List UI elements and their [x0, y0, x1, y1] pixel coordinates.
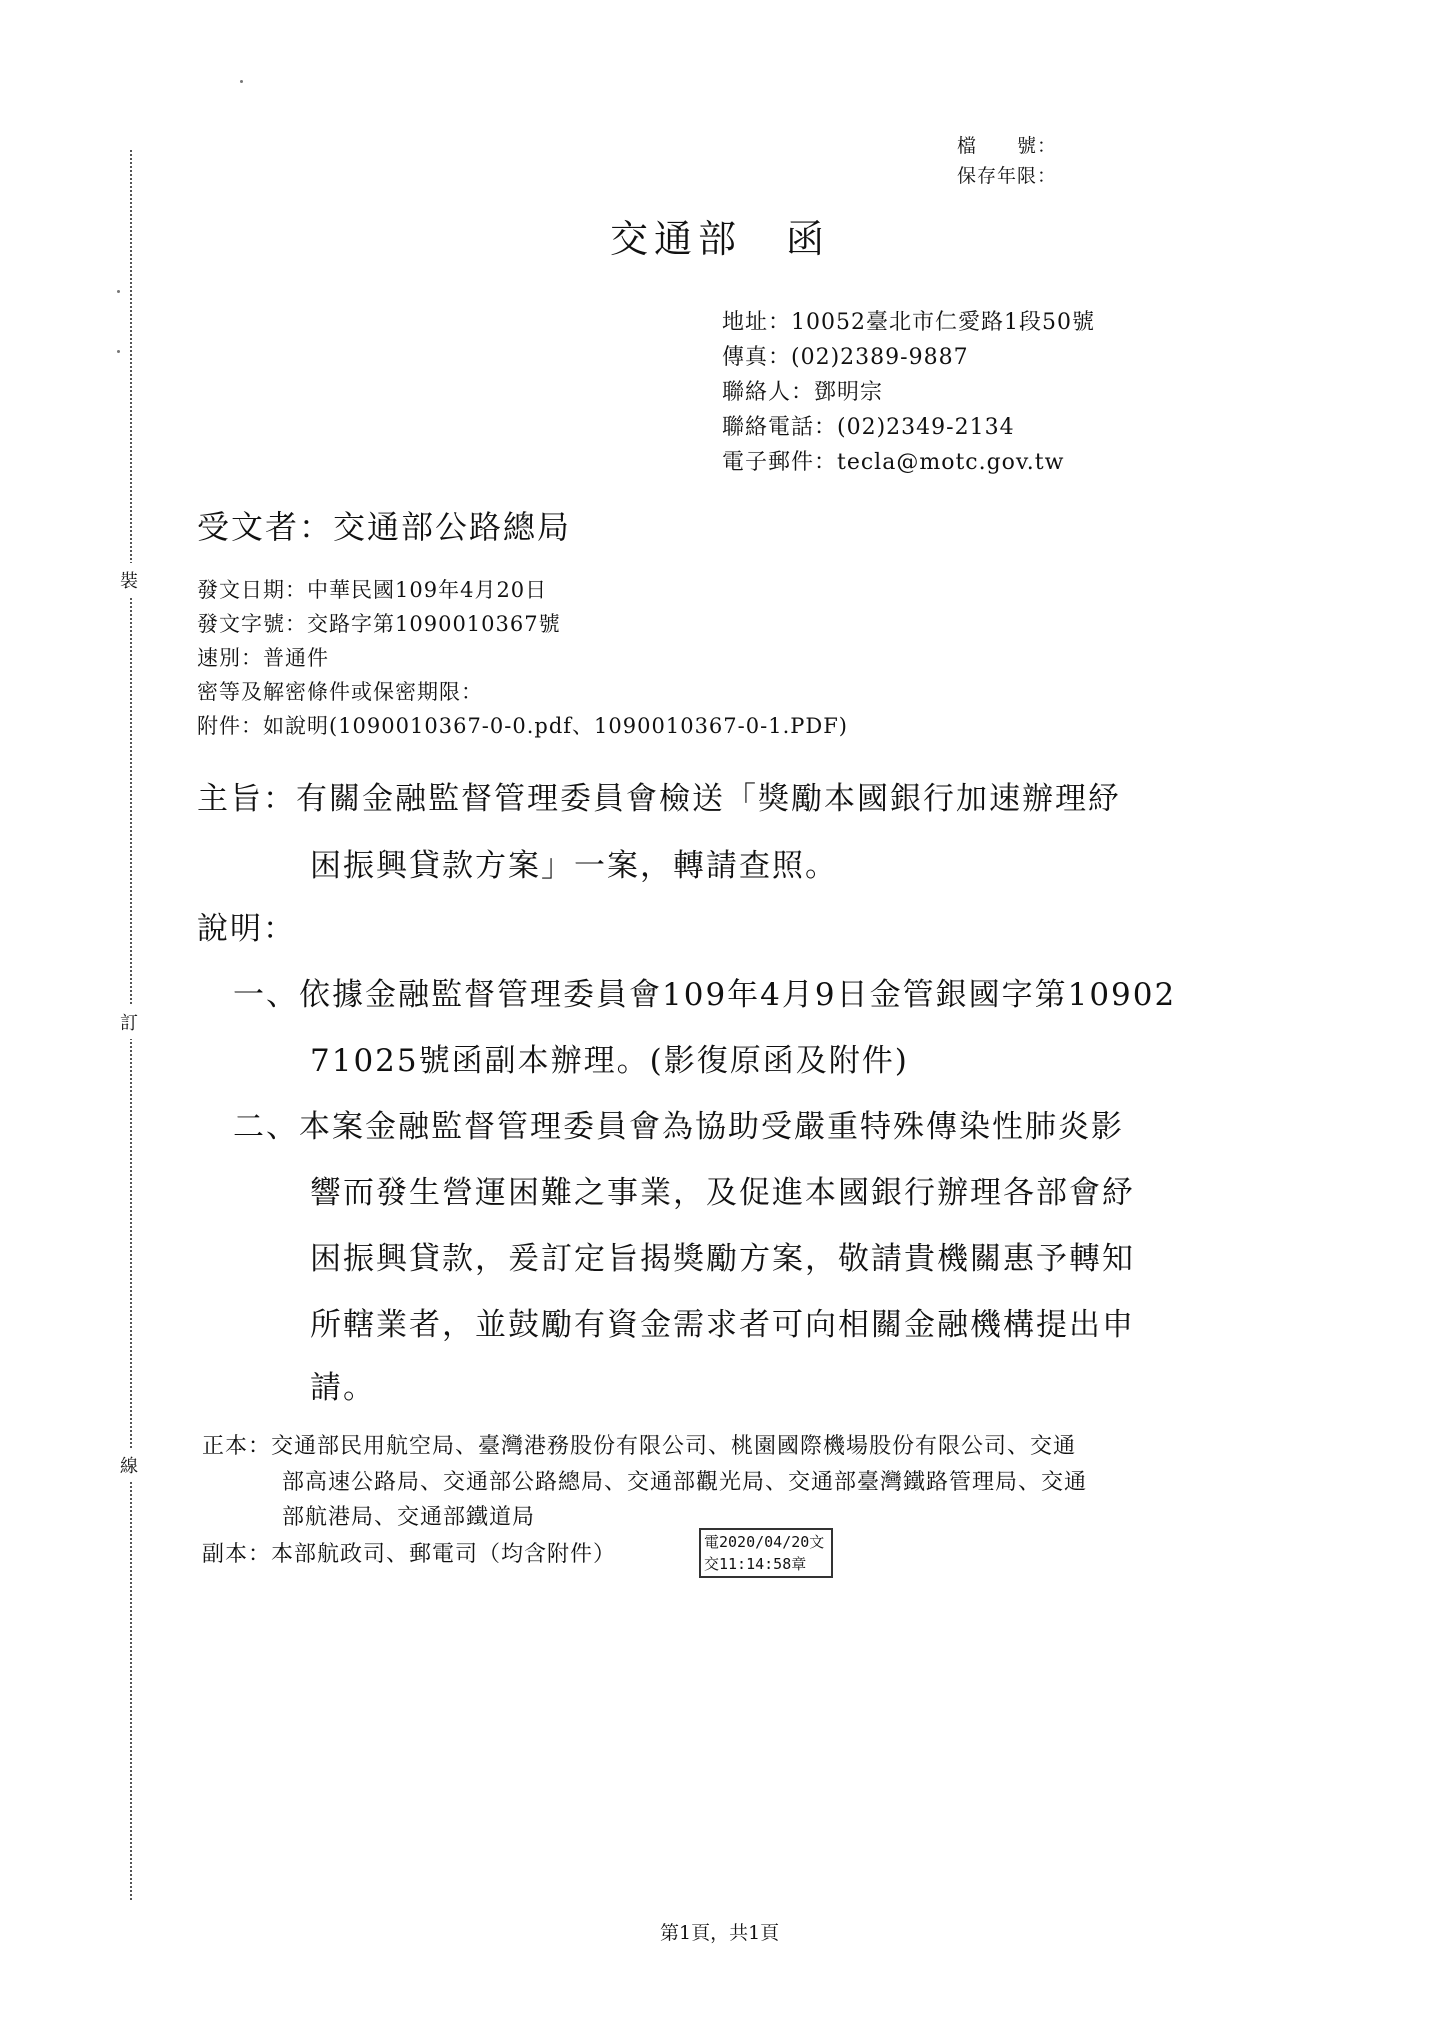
explanation-heading: 說明： [197, 911, 296, 947]
explanation-item-2-line-4: 所轄業者，並鼓勵有資金需求者可向相關金融機構提出申 [310, 1307, 1135, 1343]
recipient: 受文者：交通部公路總局 [197, 508, 572, 546]
binding-mark-bind: 裝 [120, 563, 138, 597]
page-number: 第1頁，共1頁 [660, 1922, 780, 1944]
document-number: 發文字號：交路字第1090010367號 [197, 612, 561, 636]
attachments: 附件：如說明(1090010367-0-0.pdf、1090010367-0-1.PDF) [197, 714, 848, 738]
document-title: 交通部 函 [610, 217, 831, 261]
copy-recipients: 副本：本部航政司、郵電司（均含附件） [202, 1542, 617, 1567]
stamp-time: 交11:14:58章 [704, 1555, 807, 1573]
main-recipients-line-2: 部高速公路局、交通部公路總局、交通部觀光局、交通部臺灣鐵路管理局、交通 [282, 1470, 1088, 1495]
main-recipients-line-3: 部航港局、交通部鐵道局 [282, 1505, 536, 1530]
main-recipients-line-1: 正本：交通部民用航空局、臺灣港務股份有限公司、桃園國際機場股份有限公司、交通 [202, 1434, 1077, 1459]
sender-address: 地址：10052臺北市仁愛路1段50號 [722, 310, 1095, 335]
sender-contact: 聯絡人：鄧明宗 [722, 380, 884, 405]
retention-period-label: 保存年限： [957, 165, 1058, 187]
explanation-item-2-line-5: 請。 [310, 1370, 376, 1406]
subject-line-1: 主旨：有關金融監督管理委員會檢送「獎勵本國銀行加速辦理紓 [197, 781, 1121, 817]
issue-date: 發文日期：中華民國109年4月20日 [197, 578, 548, 602]
scan-speck [240, 80, 243, 83]
file-number-label: 檔 號： [957, 135, 1058, 157]
binding-mark-staple: 訂 [120, 1005, 138, 1039]
secrecy-level: 密等及解密條件或保密期限： [197, 680, 483, 704]
stamp-date: 電2020/04/20文 [704, 1533, 825, 1551]
scan-speck [117, 290, 120, 293]
explanation-item-1-line-1: 一、依據金融監督管理委員會109年4月9日金管銀國字第10902 [233, 977, 1177, 1013]
delivery-speed: 速別：普通件 [197, 646, 329, 670]
exchange-timestamp-stamp [699, 1528, 833, 1578]
explanation-item-2-line-1: 二、本案金融監督管理委員會為協助受嚴重特殊傳染性肺炎影 [233, 1109, 1124, 1145]
explanation-item-2-line-3: 困振興貸款，爰訂定旨揭獎勵方案，敬請貴機關惠予轉知 [310, 1241, 1135, 1277]
explanation-item-2-line-2: 響而發生營運困難之事業，及促進本國銀行辦理各部會紓 [310, 1175, 1135, 1211]
explanation-item-1-line-2: 71025號函副本辦理。(影復原函及附件) [310, 1043, 909, 1079]
scan-speck [117, 350, 120, 353]
sender-email: 電子郵件：tecla@motc.gov.tw [722, 450, 1065, 475]
subject-line-2: 困振興貸款方案」一案，轉請查照。 [310, 848, 838, 884]
binding-mark-line: 線 [120, 1448, 138, 1482]
sender-fax: 傳真：(02)2389-9887 [722, 345, 969, 370]
sender-phone: 聯絡電話：(02)2349-2134 [722, 415, 1015, 440]
